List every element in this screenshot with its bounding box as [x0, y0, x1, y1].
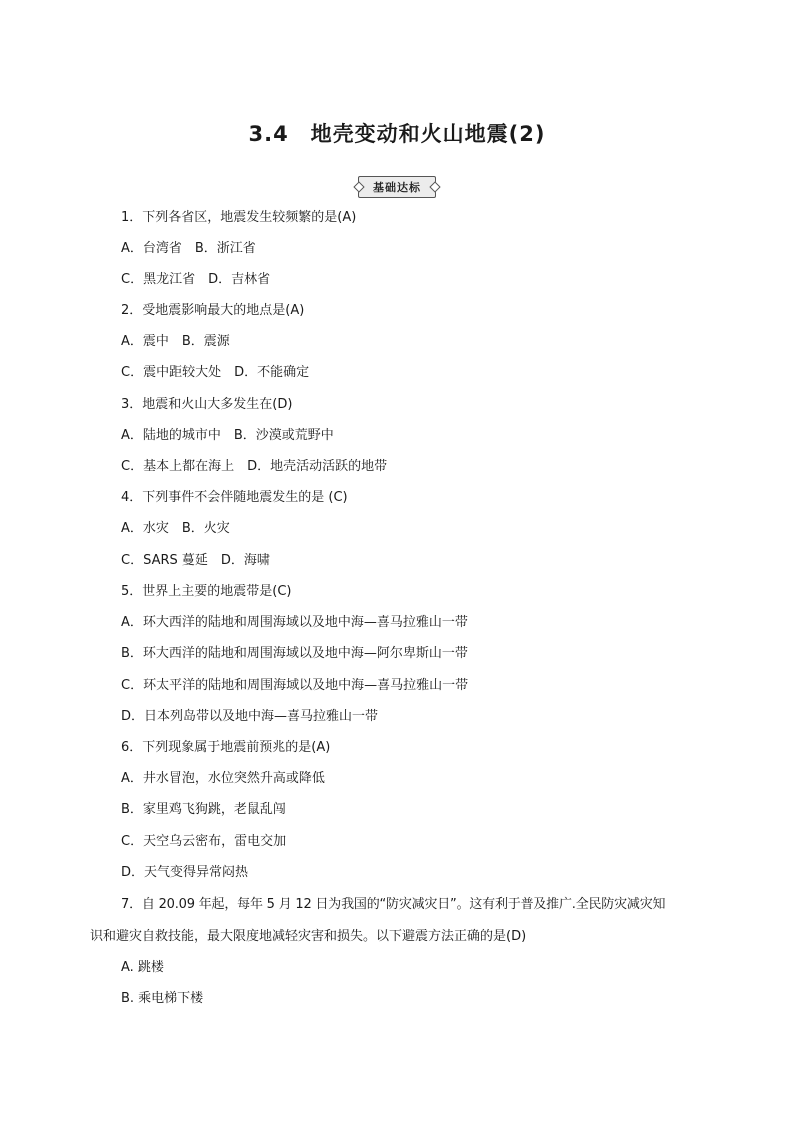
question-6-option-c: C．天空乌云密布，雷电交加	[121, 834, 287, 849]
question-3: 3．地震和火山大多发生在(D)	[121, 397, 293, 412]
question-3-options-ab: A．陆地的城市中 B．沙漠或荒野中	[121, 428, 334, 443]
question-6: 6．下列现象属于地震前预兆的是(A)	[121, 740, 331, 755]
question-6-option-a: A．井水冒泡，水位突然升高或降低	[121, 771, 325, 786]
question-5-option-d: D．日本列岛带以及地中海—喜马拉雅山一带	[121, 709, 379, 724]
question-4-options-cd: C．SARS 蔓延 D．海啸	[121, 553, 270, 568]
question-2: 2．受地震影响最大的地点是(A)	[121, 303, 305, 318]
question-7-option-a: A. 跳楼	[121, 960, 164, 975]
question-2-options-cd: C．震中距较大处 D．不能确定	[121, 365, 310, 380]
question-1-options-cd: C．黑龙江省 D．吉林省	[121, 272, 271, 287]
question-6-option-b: B．家里鸡飞狗跳，老鼠乱闯	[121, 802, 286, 817]
question-2-options-ab: A．震中 B．震源	[121, 334, 230, 349]
question-1: 1．下列各省区，地震发生较频繁的是(A)	[121, 210, 357, 225]
question-5-option-c: C．环太平洋的陆地和周围海域以及地中海—喜马拉雅山一带	[121, 678, 469, 693]
question-6-option-d: D．天气变得异常闷热	[121, 865, 249, 880]
question-5-option-a: A．环大西洋的陆地和周围海域以及地中海—喜马拉雅山一带	[121, 615, 468, 630]
page-title: 3.4 地壳变动和火山地震(2)	[248, 122, 546, 146]
question-5-option-b: B．环大西洋的陆地和周围海域以及地中海—阿尔卑斯山一带	[121, 646, 468, 661]
question-7-option-b: B. 乘电梯下楼	[121, 991, 204, 1006]
question-4: 4．下列事件不会伴随地震发生的是 (C)	[121, 490, 348, 505]
question-4-options-ab: A．水灾 B．火灾	[121, 521, 230, 536]
question-1-options-ab: A．台湾省 B．浙江省	[121, 241, 256, 256]
section-header	[0, 176, 794, 198]
section-badge: 基础达标	[358, 176, 436, 198]
question-5: 5．世界上主要的地震带是(C)	[121, 584, 292, 599]
question-7-line-1: 7．自 20.09 年起，每年 5 月 12 日为我国的“防灾减灾日”。这有利于普及推广.全民防灾减灾知	[121, 897, 666, 912]
question-3-options-cd: C．基本上都在海上 D．地壳活动活跃的地带	[121, 459, 388, 474]
question-7-line-2: 识和避灾自救技能，最大限度地减轻灾害和损失。以下避震方法正确的是(D)	[90, 929, 527, 944]
